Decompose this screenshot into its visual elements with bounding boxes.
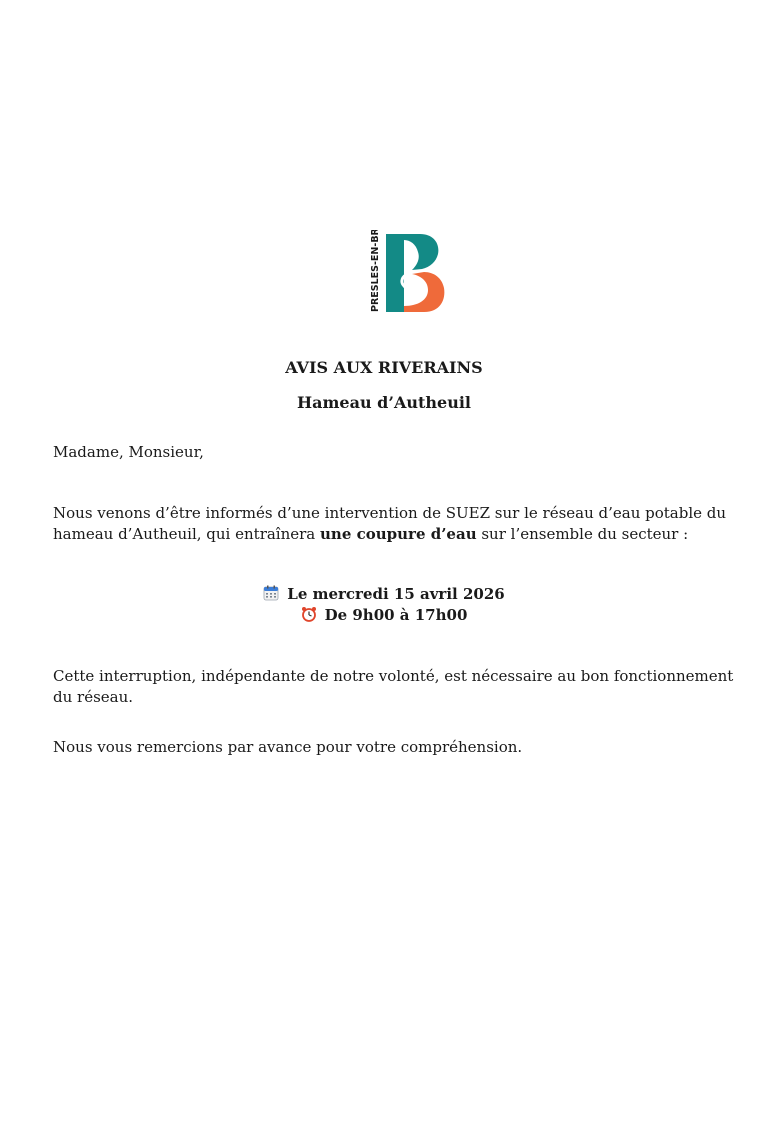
logo-teal-bar [386,234,404,312]
page-title: AVIS AUX RIVERAINS [285,358,483,377]
logo-mark [368,230,448,316]
logo-text: PRESLES-EN-BRIE [370,230,381,312]
thanks-paragraph: Nous vous remercions par avance pour votre compréhension. [53,738,523,756]
cause-paragraph: Cette interruption, indépendante de notre volonté, est nécessaire au bon fonctionnement du réseau. [53,667,734,706]
schedule-time [0,605,768,626]
intro-paragraph [53,503,743,545]
intro-text-bold: une coupure d’eau [320,525,477,543]
schedule-date [0,584,768,605]
logo-lower-bowl [404,272,444,312]
schedule-date-text: Le mercredi 15 avril 2026 [287,585,505,603]
logo-upper-bowl [404,234,438,270]
page-subtitle: Hameau d’Autheuil [297,393,471,412]
greeting: Madame, Monsieur, [53,443,204,461]
intro-text-end: sur l’ensemble du secteur : [476,525,689,543]
presles-en-brie-logo [368,230,448,316]
alarm-clock-icon [301,606,317,622]
intro-text-start: Nous venons d’être informés d’une intervention de SUEZ sur le réseau d’eau potable du hameau d’Autheuil, qui entraînera [53,504,727,543]
schedule-time-text: De 9h00 à 17h00 [324,606,468,624]
calendar-icon [263,585,279,601]
